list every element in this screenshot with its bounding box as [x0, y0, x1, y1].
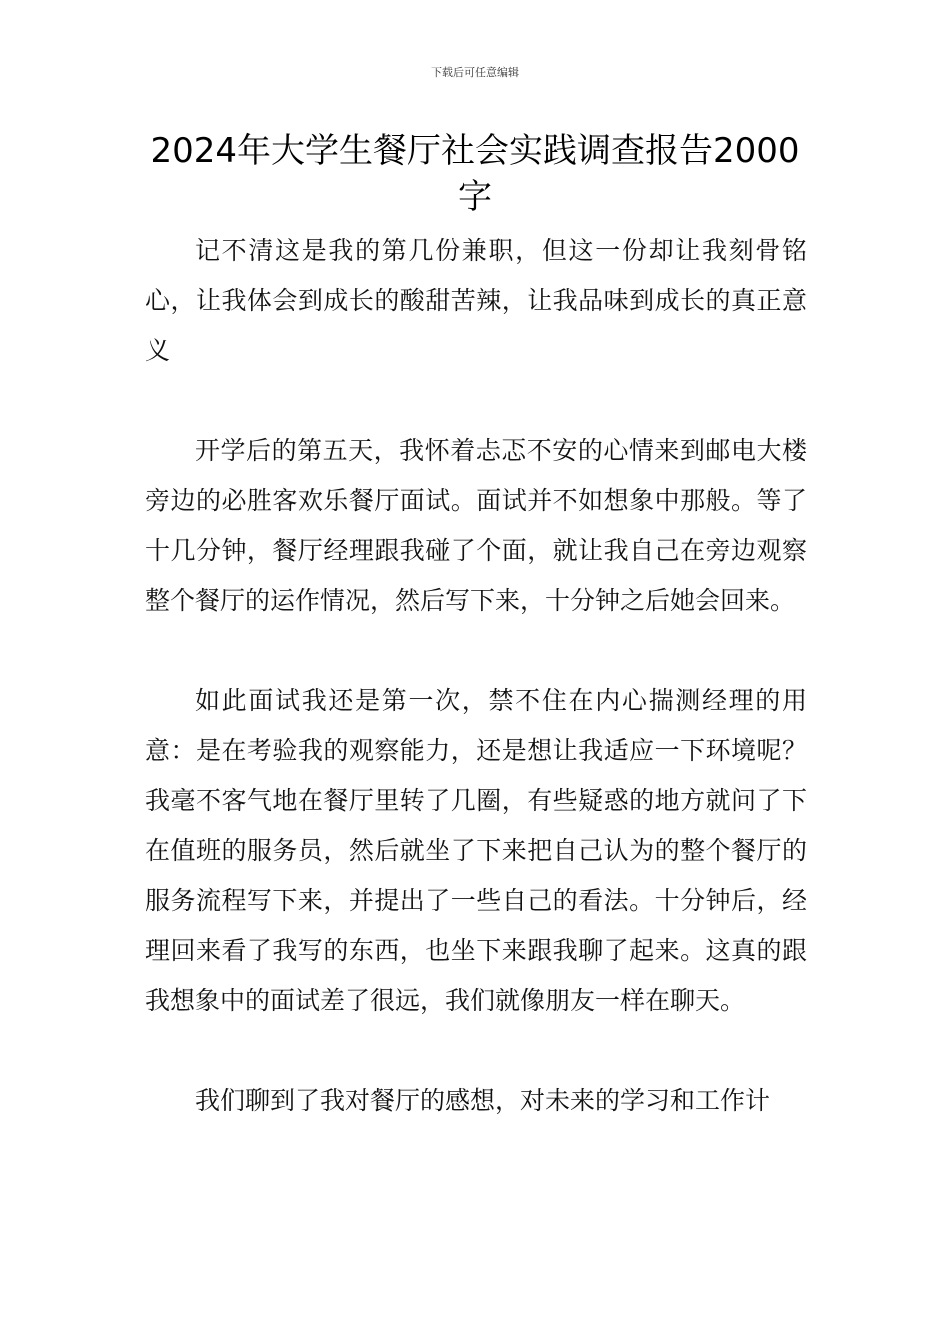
paragraph-2: 开学后的第五天，我怀着忐忑不安的心情来到邮电大楼旁边的必胜客欢乐餐厅面试。面试并不如想象中那般。等了十几分钟，餐厅经理跟我碰了个面，就让我自己在旁边观察整个餐厅的运作情况，然后写下来，十分钟之后她会回来。 [145, 436, 807, 615]
paragraph-spacer [145, 1026, 807, 1076]
paragraph-spacer [145, 376, 807, 426]
paragraph-4: 我们聊到了我对餐厅的感想，对未来的学习和工作计 [195, 1086, 771, 1115]
document-title: 2024年大学生餐厅社会实践调查报告2000字 [150, 131, 800, 217]
paragraph-3: 如此面试我还是第一次，禁不住在内心揣测经理的用意：是在考验我的观察能力，还是想让我适应一下环境呢？我毫不客气地在餐厅里转了几圈，有些疑惑的地方就问了下在值班的服务员，然后就坐了下来把自己认为的整个餐厅的服务流程写下来，并提出了一些自己的看法。十分钟后，经理回来看了我写的东西，也坐下来跟我聊了起来。这真的跟我想象中的面试差了很远，我们就像朋友一样在聊天。 [145, 686, 807, 1015]
header-note: 下载后可任意编辑 [431, 66, 519, 79]
paragraph-spacer [145, 626, 807, 676]
document-body [145, 226, 807, 1126]
paragraph-1: 记不清这是我的第几份兼职，但这一份却让我刻骨铭心，让我体会到成长的酸甜苦辣，让我品味到成长的真正意义 [145, 236, 807, 365]
